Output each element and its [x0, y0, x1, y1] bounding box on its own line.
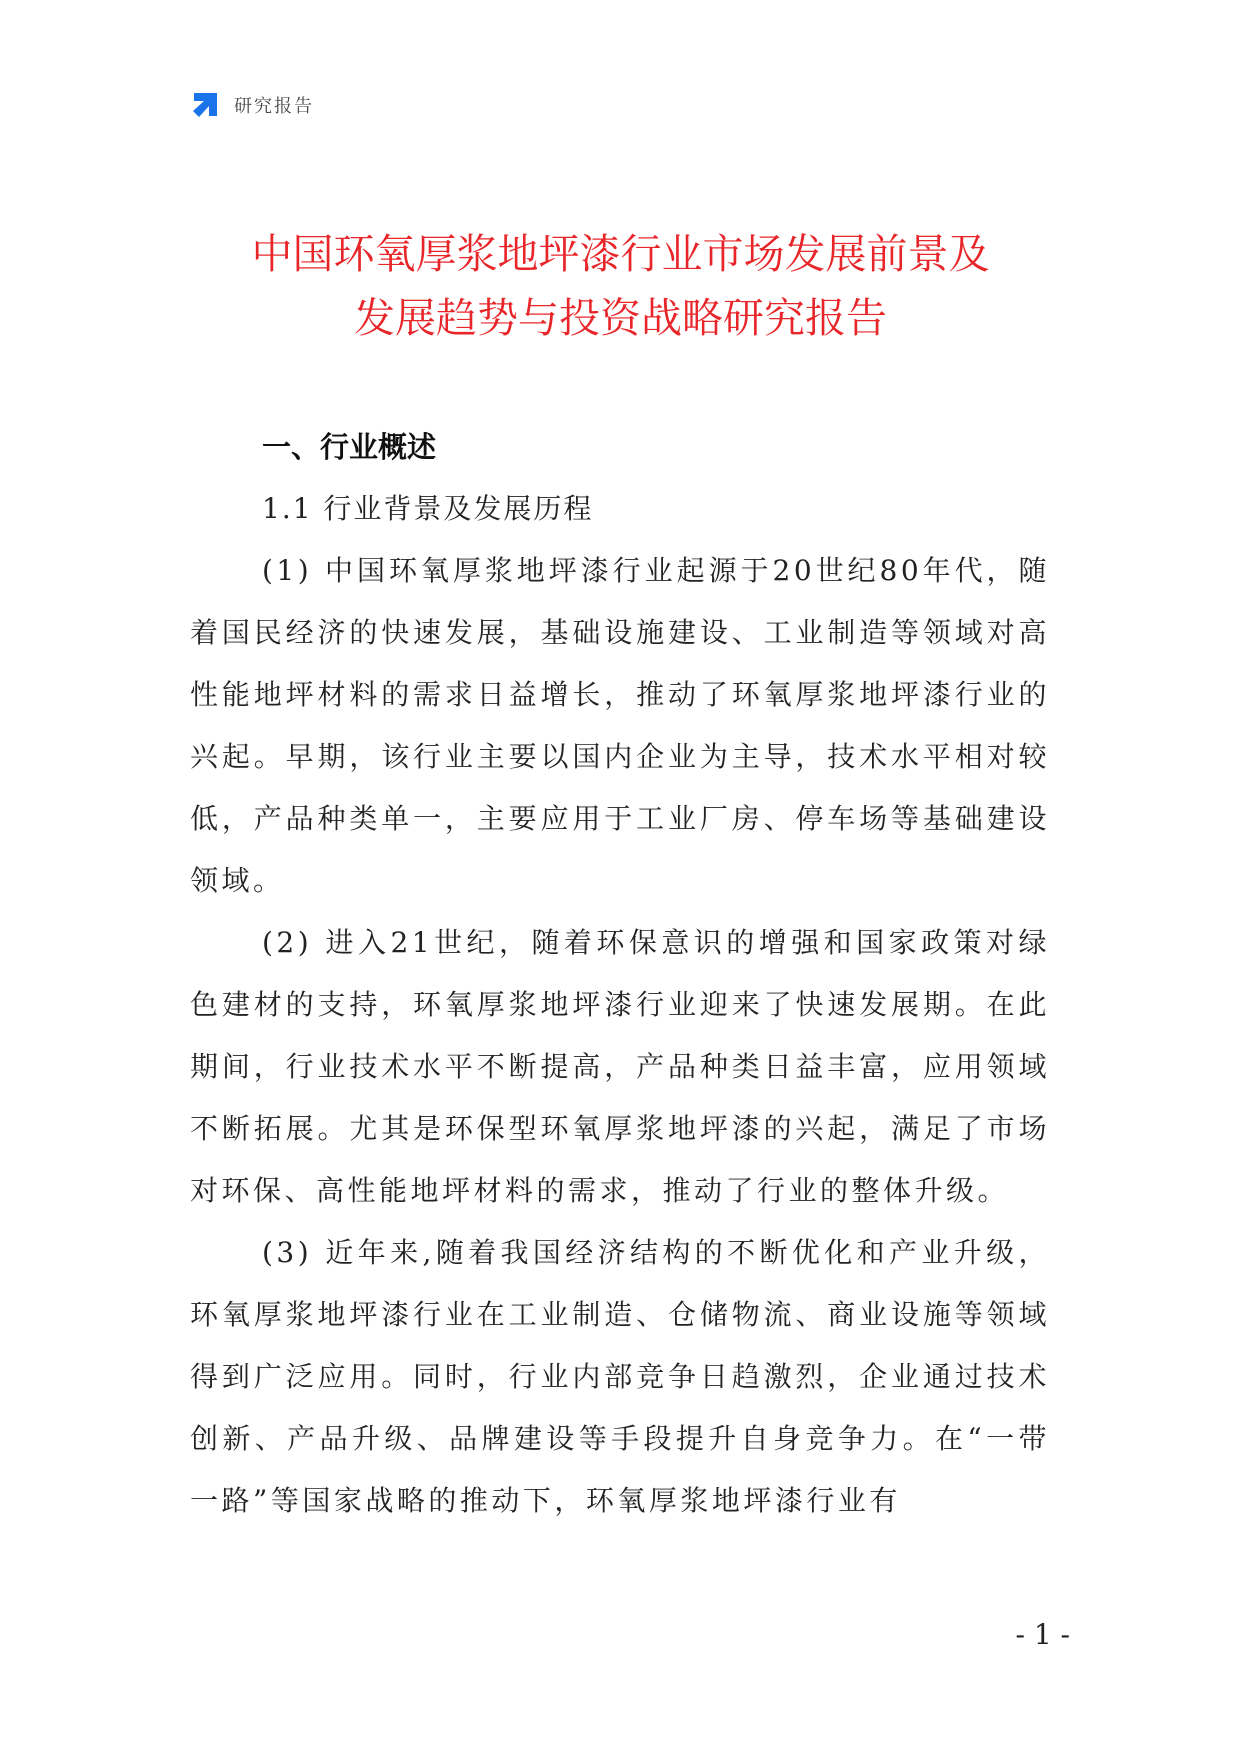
body-paragraph-2: (2) 进入21世纪，随着环保意识的增强和国家政策对绿色建材的支持，环氧厚浆地坪漆行业迎来了快速发展期。在此期间，行业技术水平不断提高，产品种类日益丰富，应用领域不断拓展。尤其是环保型环氧厚浆地坪漆的兴起，满足了市场对环保、高性能地坪材料的需求，推动了行业的整体升级。	[190, 926, 1050, 1207]
page-number: - 1 -	[1015, 1618, 1070, 1651]
report-title	[120, 222, 1121, 350]
body-paragraph-3: (3) 近年来,随着我国经济结构的不断优化和产业升级，环氧厚浆地坪漆行业在工业制造、仓储物流、商业设施等领域得到广泛应用。同时，行业内部竞争日趋激烈，企业通过技术创新、产品升级、品牌建设等手段提升自身竞争力。在“一带一路”等国家战略的推动下，环氧厚浆地坪漆行业有	[190, 1236, 1050, 1517]
report-title-line-1: 中国环氧厚浆地坪漆行业市场发展前景及	[251, 230, 990, 278]
header-label: 研究报告	[234, 96, 314, 117]
subsection-heading: 1.1 行业背景及发展历程	[262, 492, 594, 525]
report-body	[190, 416, 1050, 1532]
diagonal-arrow-logo-icon	[190, 90, 220, 120]
report-header	[190, 88, 314, 122]
section-heading: 一、行业概述	[262, 430, 437, 464]
body-paragraph-1: (1) 中国环氧厚浆地坪漆行业起源于20世纪80年代，随着国民经济的快速发展，基础设施建设、工业制造等领域对高性能地坪材料的需求日益增长，推动了环氧厚浆地坪漆行业的兴起。早期，该行业主要以国内企业为主导，技术水平相对较低，产品种类单一，主要应用于工业厂房、停车场等基础建设领域。	[190, 554, 1050, 897]
report-title-line-2: 发展趋势与投资战略研究报告	[354, 294, 887, 342]
